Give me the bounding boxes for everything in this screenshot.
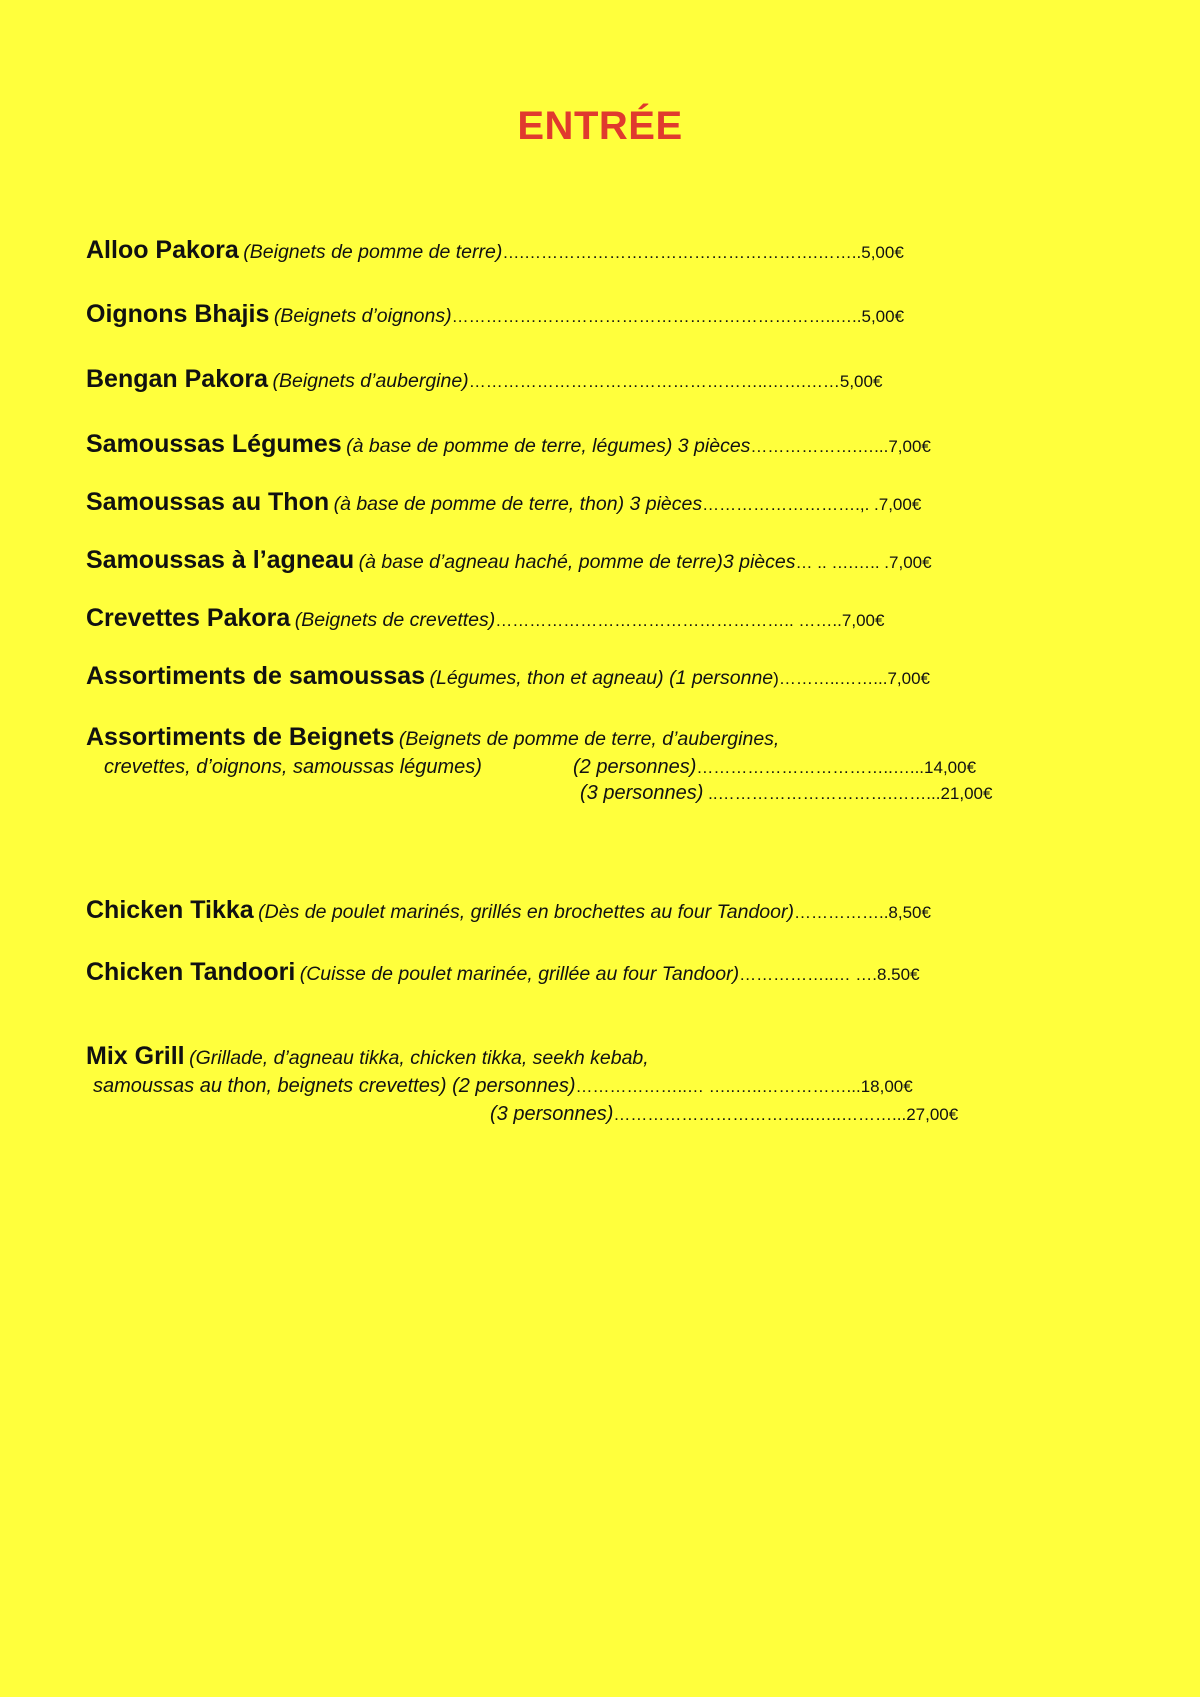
item-price: 5,00€ bbox=[861, 307, 905, 326]
item-name: Assortiments de Beignets bbox=[86, 723, 395, 751]
serving-label: (2 personnes) bbox=[573, 756, 697, 778]
menu-item-mix-grill bbox=[86, 1044, 649, 1069]
menu-item-samoussas-agneau bbox=[86, 548, 932, 573]
item-price: 14,00€ bbox=[924, 758, 977, 777]
leader-dots: ………………..… …..…..……………... bbox=[575, 1077, 861, 1096]
item-description: (à base de pomme de terre, thon) 3 pièces bbox=[333, 493, 703, 515]
item-name: Alloo Pakora bbox=[86, 236, 239, 264]
leader-dots: ……………………….,. . bbox=[702, 495, 879, 514]
menu-item-samoussas-legumes bbox=[86, 432, 931, 457]
item-description: (à base de pomme de terre, légumes) 3 pièces bbox=[346, 435, 751, 457]
leader-dots: … .. ….….. . bbox=[795, 553, 890, 572]
item-price: 21,00€ bbox=[940, 784, 993, 803]
menu-item-crevettes-pakora bbox=[86, 606, 884, 631]
item-description-continued: samoussas au thon, beignets crevettes) (2 personnes) bbox=[93, 1075, 576, 1097]
item-name: Assortiments de samoussas bbox=[86, 662, 426, 690]
assortiments-beignets-option-2 bbox=[104, 757, 482, 777]
item-name: Chicken Tandoori bbox=[86, 958, 296, 986]
menu-item-chicken-tikka bbox=[86, 898, 931, 923]
item-description: (Grillade, d’agneau tikka, chicken tikka, seekh kebab, bbox=[189, 1047, 649, 1069]
item-price: 5,00€ bbox=[861, 243, 904, 262]
item-price: 7,00€ bbox=[889, 553, 932, 572]
item-price: 27,00€ bbox=[906, 1105, 959, 1124]
item-name: Samoussas Légumes bbox=[86, 430, 342, 458]
item-description: (Beignets d’aubergine) bbox=[272, 370, 469, 392]
item-description: (Dès de poulet marinés, grillés en brochettes au four Tandoor) bbox=[258, 901, 794, 923]
item-name: Samoussas au Thon bbox=[86, 488, 330, 516]
mix-grill-option-2 bbox=[93, 1076, 913, 1096]
item-price: 5,00€ bbox=[839, 372, 883, 391]
menu-item-assortiments-beignets bbox=[86, 725, 779, 750]
item-price: 7,00€ bbox=[888, 437, 931, 456]
leader-dots: …………………………………………………………..….. bbox=[451, 307, 862, 326]
item-price: 7,00€ bbox=[878, 495, 922, 514]
assortiments-beignets-price-3 bbox=[580, 783, 992, 803]
item-description: (Beignets de pomme de terre, d’aubergines, bbox=[398, 728, 780, 750]
leader-dots: …………….. bbox=[793, 903, 889, 922]
item-name: Samoussas à l’agneau bbox=[86, 546, 355, 574]
menu-item-samoussas-thon bbox=[86, 490, 921, 515]
item-description: (Légumes, thon et agneau) (1 personne bbox=[429, 667, 774, 689]
leader-dots: ………..……... bbox=[778, 669, 888, 688]
item-price: 8,50€ bbox=[888, 903, 931, 922]
item-price: 18,00€ bbox=[860, 1077, 913, 1096]
menu-item-chicken-tandoori bbox=[86, 960, 920, 985]
item-description: (Beignets d’oignons) bbox=[273, 305, 452, 327]
menu-item-bengan-pakora bbox=[86, 367, 882, 392]
item-name: Chicken Tikka bbox=[86, 896, 254, 924]
item-name: Bengan Pakora bbox=[86, 365, 269, 393]
item-description: (Beignets de crevettes) bbox=[294, 609, 496, 631]
mix-grill-option-3 bbox=[490, 1104, 958, 1124]
description-close: ) bbox=[773, 669, 779, 688]
item-price: 7,00€ bbox=[841, 611, 885, 630]
leader-dots: ….…………………………………………….…….. bbox=[502, 243, 862, 262]
item-description-continued: crevettes, d’oignons, samoussas légumes) bbox=[104, 756, 482, 778]
item-description: (à base d’agneau haché, pomme de terre)3 pièces bbox=[358, 551, 796, 573]
leader-dots: ……………………………………………..…….…… bbox=[468, 372, 840, 391]
item-name: Mix Grill bbox=[86, 1042, 185, 1070]
menu-item-oignons-bhajis bbox=[86, 302, 904, 327]
item-price: 8.50€ bbox=[877, 965, 920, 984]
menu-item-alloo-pakora bbox=[86, 238, 904, 263]
item-price: 7,00€ bbox=[887, 669, 930, 688]
leader-dots: ……………….…... bbox=[750, 437, 889, 456]
leader-dots: ……………………………..…... bbox=[696, 758, 925, 777]
item-description: (Beignets de pomme de terre) bbox=[243, 241, 503, 263]
assortiments-beignets-price-2 bbox=[573, 757, 976, 777]
serving-label: (3 personnes) bbox=[490, 1103, 614, 1125]
leader-dots: …………………………………………….. …….. bbox=[495, 611, 842, 630]
item-name: Crevettes Pakora bbox=[86, 604, 291, 632]
serving-label: (3 personnes) bbox=[580, 782, 704, 804]
item-description: (Cuisse de poulet marinée, grillée au four Tandoor) bbox=[299, 963, 740, 985]
leader-dots: ……………………………...…..………... bbox=[613, 1105, 907, 1124]
leader-dots: ……………..… …. bbox=[739, 965, 877, 984]
menu-item-assortiments-samoussas bbox=[86, 664, 930, 689]
leader-dots: ..………………………….……... bbox=[703, 784, 941, 803]
item-name: Oignons Bhajis bbox=[86, 300, 270, 328]
page-title: ENTRÉE bbox=[517, 104, 683, 148]
